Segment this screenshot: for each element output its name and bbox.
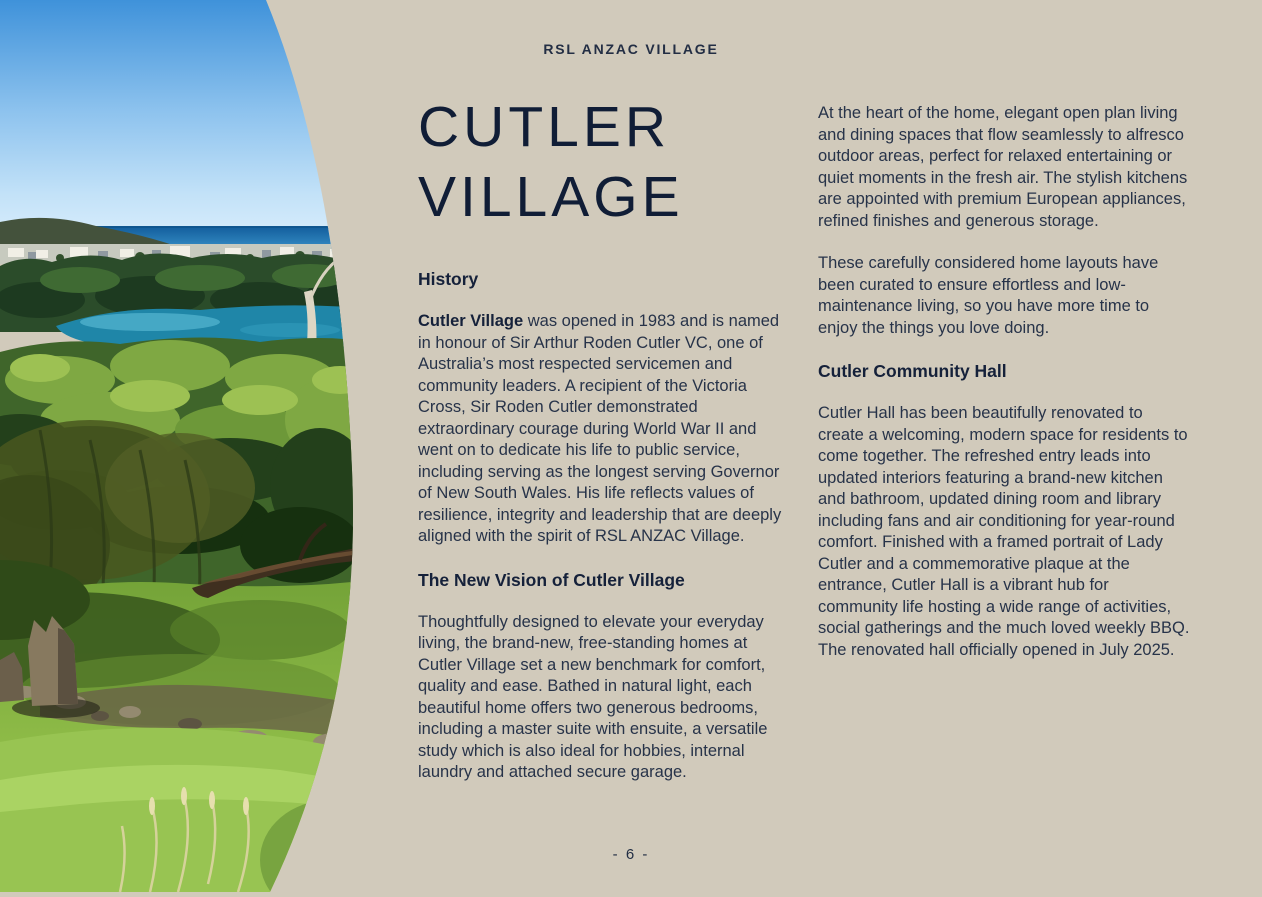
vision-paragraph: Thoughtfully designed to elevate your everyday living, the brand-new, free-standing homes at Cutler Village set a new benchmark for comfort, quality and ease. Bathed in natural light, each beautiful home offers two generous bedrooms, including a master suite with ensuite, a versatile study which is also ideal for hobbies, internal laundry and attached secure garage. xyxy=(418,612,768,781)
vision-heading: The New Vision of Cutler Village xyxy=(418,569,685,590)
page-title-line2: VILLAGE xyxy=(418,165,684,229)
page-title-line1: CUTLER xyxy=(418,95,671,159)
landscape-photo xyxy=(0,0,370,892)
history-body: was opened in 1983 and is named in honour of Sir Arthur Roden Cutler VC, one of Australia’s most respected servicemen and community leaders. A recipient of the Victoria Cross, Sir Roden Cutler demonstrated extraordinary courage during World War II and went on to dedicate his life to public service, including serving as the longest serving Governor of New South Wales. His life reflects values of resilience, integrity and leadership that are deeply aligned with the spirit of RSL ANZAC Village. xyxy=(418,312,782,545)
open-plan-paragraph: At the heart of the home, elegant open plan living and dining spaces that flow seamlessly to alfresco outdoor areas, perfect for relaxed entertaining or quiet moments in the fresh air. The stylish kitchens are appointed with premium European appliances, refined finishes and generous storage. xyxy=(818,104,1188,230)
layouts-paragraph: These carefully considered home layouts have been curated to ensure effortless and low-maintenance living, so you have more time to enjoy the things you love doing. xyxy=(818,254,1159,337)
landscape-photo-svg xyxy=(0,0,370,892)
page-title xyxy=(418,92,684,232)
page-header: RSL ANZAC VILLAGE xyxy=(543,41,719,57)
sky xyxy=(0,0,370,250)
right-column xyxy=(818,103,1190,682)
page-number: - 6 - xyxy=(612,846,650,863)
history-heading: History xyxy=(418,269,479,289)
left-column xyxy=(418,268,790,805)
history-paragraph xyxy=(418,311,790,548)
history-lead: Cutler Village xyxy=(418,312,524,330)
community-hall-heading: Cutler Community Hall xyxy=(818,361,1007,381)
community-hall-paragraph: Cutler Hall has been beautifully renovated to create a welcoming, modern space for residents to come together. The refreshed entry leads into updated interiors featuring a brand-new kitchen and bathroom, updated dining room and library including fans and air conditioning for year-round comfort. Finished with a framed portrait of Lady Cutler and a commemorative plaque at the entrance, Cutler Hall is a vibrant hub for community life hosting a wide range of activities, social gatherings and the much loved weekly BBQ. The renovated hall officially opened in July 2025. xyxy=(818,404,1190,659)
